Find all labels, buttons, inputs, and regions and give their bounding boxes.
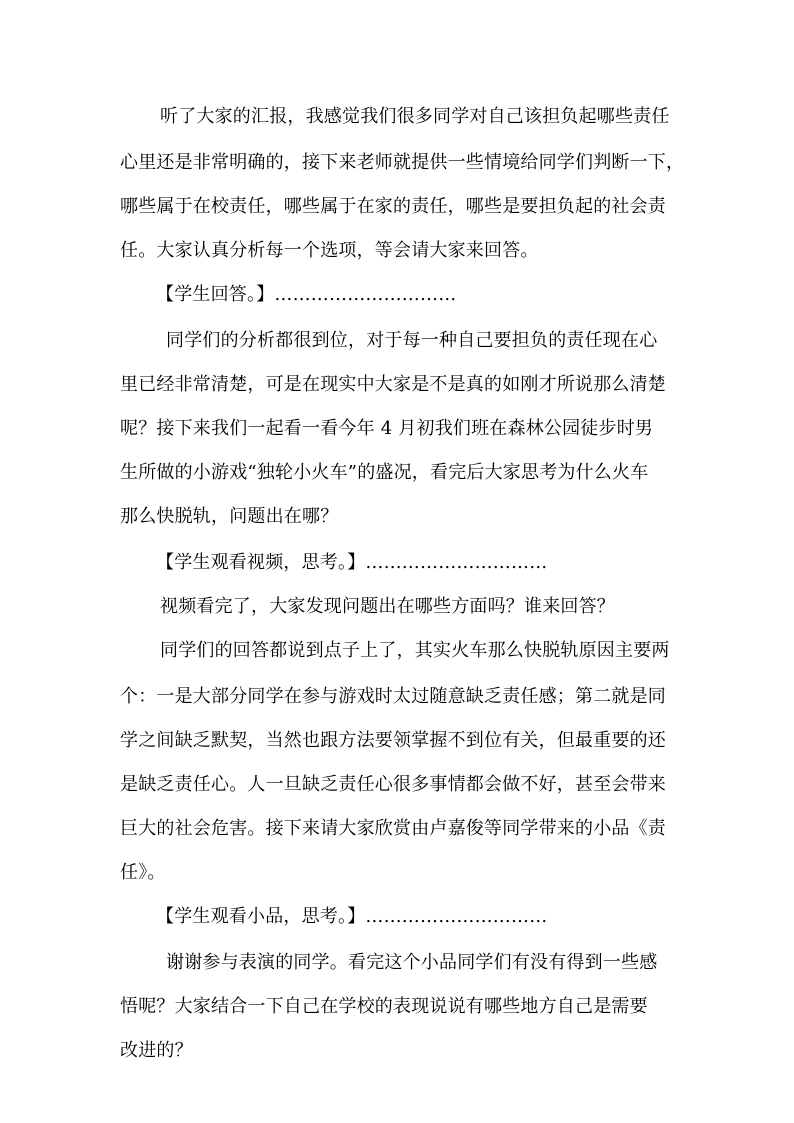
paragraph-2-line-4: 生所做的小游戏“独轮小火车”的盛况，看完后大家思考为什么火车 <box>120 462 649 483</box>
paragraph-2-line-1: 同学们的分析都很到位，对于每一种自己要担负的责任现在心 <box>166 330 658 351</box>
paragraph-2-line-2: 里已经非常清楚，可是在现实中大家是不是真的如刚才所说那么清楚 <box>120 374 666 395</box>
paragraph-4-line-2: 个：一是大部分同学在参与游戏时太过随意缺乏责任感；第二就是同 <box>120 686 666 707</box>
paragraph-4-line-1: 同学们的回答都说到点子上了，其实火车那么快脱轨原因主要两 <box>160 640 670 661</box>
paragraph-2-line-3: 呢？接下来我们一起看一看今年 4 月初我们班在森林公园徒步时男 <box>120 418 654 439</box>
paragraph-1-line-1: 听了大家的汇报，我感觉我们很多同学对自己该担负起哪些责任 <box>160 106 670 127</box>
paragraph-4-line-6: 任》。 <box>120 862 166 883</box>
paragraph-4-line-3: 学之间缺乏默契，当然也跟方法要领掌握不到位有关，但最重要的还 <box>120 730 666 751</box>
watch-video-marker: 【学生观看视频，思考。】………………………… <box>156 552 548 573</box>
paragraph-4-line-4: 是缺乏责任心。人一旦缺乏责任心很多事情都会做不好，甚至会带来 <box>120 774 666 795</box>
paragraph-5-line-2: 悟呢？大家结合一下自己在学校的表现说说有哪些地方自己是需要 <box>120 996 648 1017</box>
watch-skit-marker: 【学生观看小品，思考。】………………………… <box>156 906 548 927</box>
paragraph-1-line-3: 哪些属于在校责任，哪些属于在家的责任，哪些是要担负起的社会责 <box>120 196 666 217</box>
paragraph-3-line-1: 视频看完了，大家发现问题出在哪些方面吗？谁来回答？ <box>160 596 615 617</box>
paragraph-4-line-5: 巨大的社会危害。接下来请大家欣赏由卢嘉俊等同学带来的小品《责 <box>120 818 666 839</box>
paragraph-1-line-4: 任。大家认真分析每一个选项，等会请大家来回答。 <box>120 240 539 261</box>
paragraph-1-line-2: 心里还是非常明确的，接下来老师就提供一些情境给同学们判断一下， <box>120 152 685 173</box>
paragraph-5-line-1: 谢谢参与表演的同学。看完这个小品同学们有没有得到一些感 <box>166 952 658 973</box>
student-answer-marker: 【学生回答。】………………………… <box>156 284 457 305</box>
paragraph-5-line-3: 改进的？ <box>120 1040 193 1061</box>
paragraph-2-line-5: 那么快脱轨，问题出在哪？ <box>120 506 339 527</box>
